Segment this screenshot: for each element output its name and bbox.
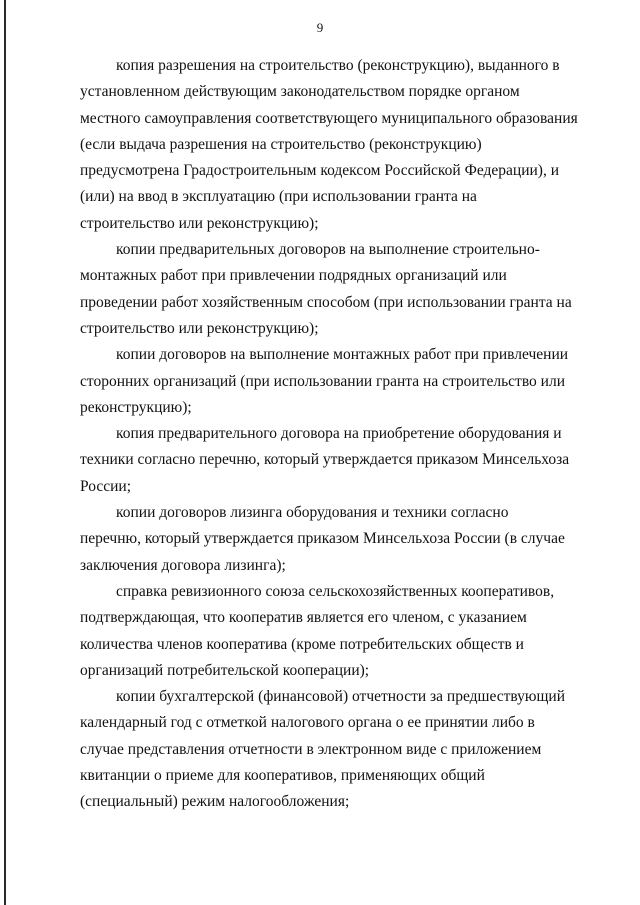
paragraph-installation-contracts: [80, 342, 569, 421]
text-line: проведении работ хозяйственным способом (при использовании гранта на: [80, 293, 572, 311]
text-line: заключения договора лизинга);: [80, 556, 286, 574]
text-line: количества членов кооператива (кроме потребительских обществ и: [80, 635, 524, 653]
text-line: России;: [80, 477, 132, 495]
text-line: монтажных работ при привлечении подрядных организаций или: [80, 267, 507, 285]
text-line: подтверждающая, что кооператив является его членом, с указанием: [80, 609, 527, 627]
text-line: случае представления отчетности в электронном виде с приложением: [80, 740, 542, 758]
text-line: техники согласно перечню, который утверждается приказом Минсельхоза: [80, 451, 570, 469]
text-line: предусмотрена Градостроительным кодексом Российской Федерации), и: [80, 162, 560, 180]
text-line: копии предварительных договоров на выполнение строительно-: [116, 241, 540, 259]
text-line: (или) на ввод в эксплуатацию (при использовании гранта на: [80, 188, 477, 206]
text-line: справка ревизионного союза сельскохозяйственных кооперативов,: [116, 582, 555, 600]
paragraph-equipment-contract: [80, 421, 570, 500]
paragraph-audit-union-certificate: [80, 579, 562, 684]
paragraph-financial-statements: [80, 684, 566, 815]
text-line: перечню, который утверждается приказом Минсельхоза России (в случае: [80, 530, 565, 548]
text-line: сторонних организаций (при использовании гранта на строительство или: [80, 372, 565, 390]
text-line: строительство или реконструкцию);: [80, 319, 319, 337]
paragraph-leasing-contracts: [80, 500, 565, 579]
scan-edge-line: [4, 0, 6, 905]
paragraph-preliminary-contracts: [80, 237, 572, 342]
text-line: календарный год с отметкой налогового органа о ее принятии либо в: [80, 714, 535, 732]
text-line: копии бухгалтерской (финансовой) отчетности за предшествующий: [116, 688, 566, 706]
text-line: копии договоров на выполнение монтажных работ при привлечении: [116, 346, 569, 364]
text-line: копия предварительного договора на приобретение оборудования и: [116, 425, 562, 443]
document-body: [80, 53, 578, 816]
page-number: 9: [316, 20, 324, 35]
text-line: местного самоуправления соответствующего муниципального образования: [80, 109, 578, 127]
text-line: квитанции о приеме для кооперативов, применяющих общий: [80, 767, 485, 785]
text-line: реконструкцию);: [80, 398, 192, 416]
text-line: организаций потребительской кооперации);: [80, 661, 370, 679]
text-line: строительство или реконструкцию);: [80, 214, 319, 232]
paragraph-construction-permit: [80, 53, 578, 237]
text-line: (специальный) режим налогообложения;: [80, 793, 350, 811]
text-line: копия разрешения на строительство (реконструкцию), выданного в: [116, 57, 560, 74]
text-line: установленном действующим законодательством порядке органом: [80, 83, 520, 101]
text-line: копии договоров лизинга оборудования и техники согласно: [116, 504, 509, 522]
text-line: (если выдача разрешения на строительство (реконструкцию): [80, 135, 482, 153]
